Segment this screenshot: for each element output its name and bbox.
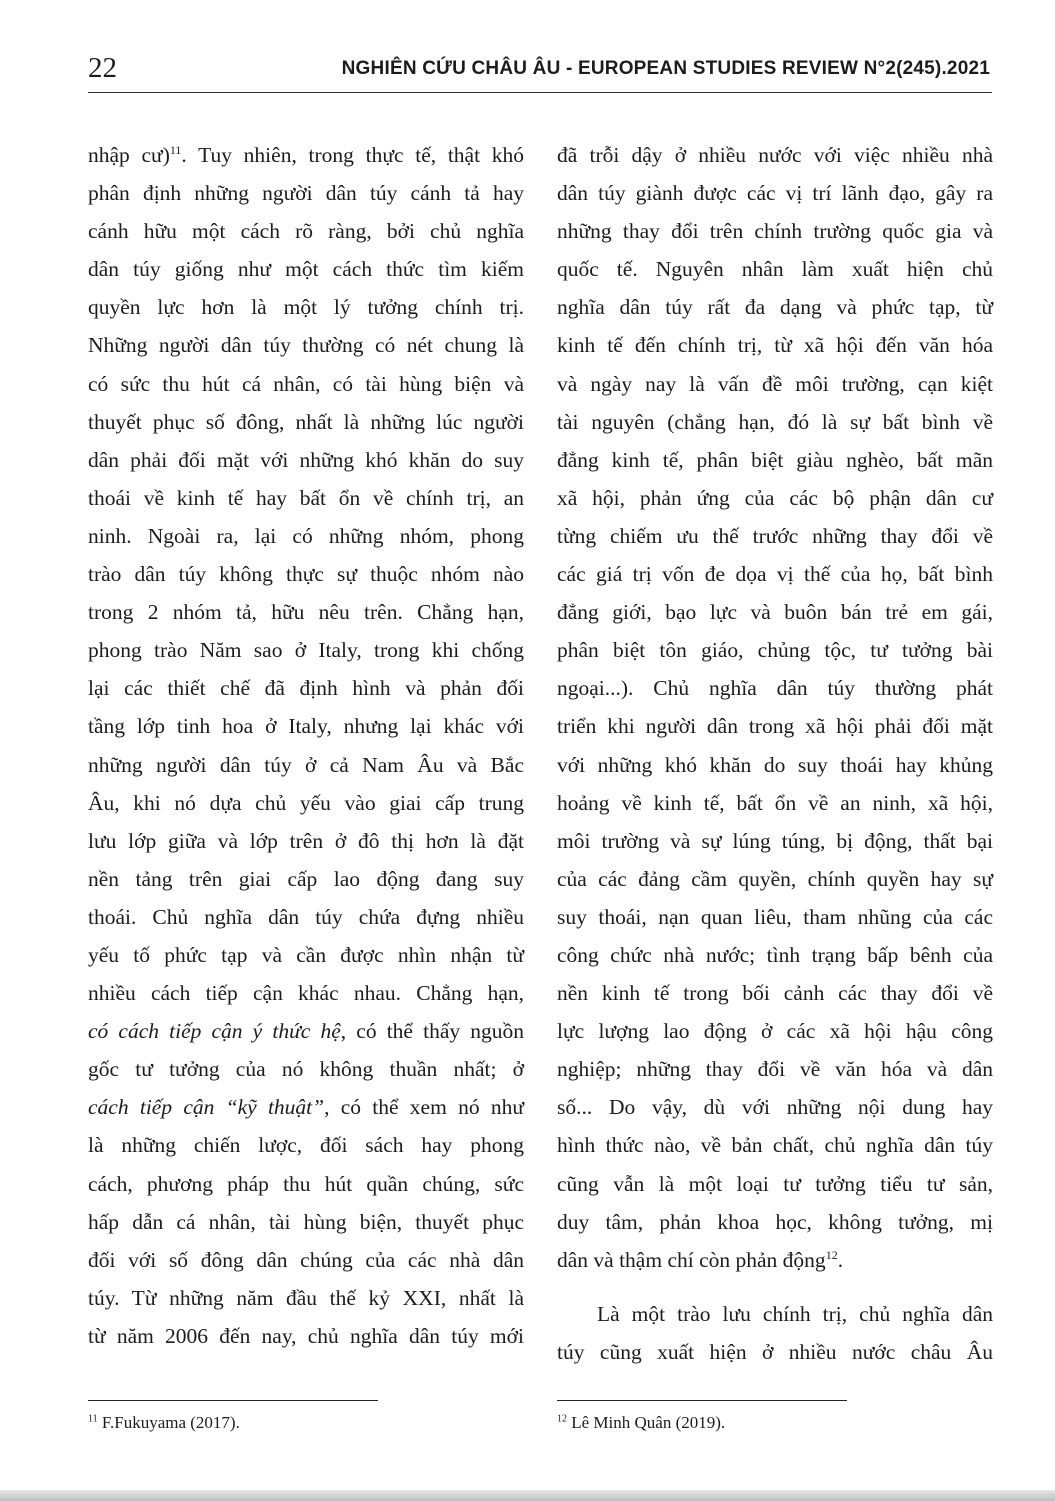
page-header xyxy=(88,52,992,96)
body-line: quốc tế. Nguyên nhân làm xuất hiện chủ xyxy=(557,257,993,282)
body-line: cách, phương pháp thu hút quần chúng, sức xyxy=(88,1171,524,1196)
body-line: túy cũng xuất hiện ở nhiều nước châu Âu xyxy=(557,1339,993,1364)
body-line: Là một trào lưu chính trị, chủ nghĩa dân xyxy=(597,1301,993,1326)
body-line: đẳng kinh tế, phân biệt giàu nghèo, bất mãn xyxy=(557,447,993,472)
body-line: số... Do vậy, dù với những nội dung hay xyxy=(557,1095,993,1120)
body-line: yếu tố phức tạp và cần được nhìn nhận từ xyxy=(88,942,524,967)
body-line: tầng lớp tinh hoa ở Italy, nhưng lại khác với xyxy=(88,714,524,739)
body-line: đẳng giới, bạo lực và buôn bán trẻ em gái, xyxy=(557,600,993,625)
body-line: lực lượng lao động ở các xã hội hậu công xyxy=(557,1019,993,1044)
body-line: xã hội, phản ứng của các bộ phận dân cư xyxy=(557,485,993,510)
italic-term: cách tiếp cận “kỹ thuật” xyxy=(88,1095,325,1120)
body-line: có cách tiếp cận ý thức hệ, có thể thấy nguồn xyxy=(88,1019,524,1044)
body-line: là những chiến lược, đối sách hay phong xyxy=(88,1133,524,1158)
body-line: hoảng về kinh tế, bất ổn về an ninh, xã hội, xyxy=(557,790,993,815)
body-line: thuyết phục số đông, nhất là những lúc người xyxy=(88,409,524,434)
body-line: suy thoái, nạn quan liêu, tham nhũng của các xyxy=(557,904,993,929)
body-line: Những người dân túy thường có nét chung là xyxy=(88,333,524,358)
body-line: dân túy giành được các vị trí lãnh đạo, gây ra xyxy=(557,181,993,206)
header-rule xyxy=(88,92,992,93)
body-line: từ năm 2006 đến nay, chủ nghĩa dân túy mới xyxy=(88,1323,524,1348)
body-line: đã trỗi dậy ở nhiều nước với việc nhiều nhà xyxy=(557,143,993,167)
journal-title: NGHIÊN CỨU CHÂU ÂU - EUROPEAN STUDIES REVIEW N°2(245).2021 xyxy=(341,58,990,79)
body-line: phong trào Năm sao ở Italy, trong khi chống xyxy=(88,638,524,663)
body-line: tài nguyên (chẳng hạn, đó là sự bất bình về xyxy=(557,409,993,434)
body-line: nghiệp; những thay đổi về văn hóa và dân xyxy=(557,1057,993,1082)
body-line: công chức nhà nước; tình trạng bấp bênh của xyxy=(557,942,993,967)
body-line: thoái về kinh tế hay bất ổn về chính trị, an xyxy=(88,485,524,510)
body-line: nền tảng trên giai cấp lao động đang suy xyxy=(88,866,524,891)
body-line: lưu lớp giữa và lớp trên ở đô thị hơn là đặt xyxy=(88,828,524,853)
left-column xyxy=(88,136,524,1355)
body-line: phân biệt tôn giáo, chủng tộc, tư tưởng bài xyxy=(557,638,993,663)
body-line: với những khó khăn do suy thoái hay khủng xyxy=(557,752,993,777)
body-line: nghĩa dân túy rất đa dạng và phức tạp, từ xyxy=(557,295,993,320)
body-line: hình thức nào, về bản chất, chủ nghĩa dân túy xyxy=(557,1133,993,1158)
body-line: túy. Từ những năm đầu thế kỷ XXI, nhất là xyxy=(88,1285,524,1310)
body-line: thoái. Chủ nghĩa dân túy chứa đựng nhiều xyxy=(88,904,524,929)
body-line: Âu, khi nó dựa chủ yếu vào giai cấp trung xyxy=(88,790,524,815)
body-line: môi trường và sự lúng túng, bị động, thất bại xyxy=(557,828,993,853)
body-line: dân túy giống như một cách thức tìm kiếm xyxy=(88,257,524,282)
body-line: lại các thiết chế đã định hình và phản đối xyxy=(88,676,524,701)
body-line: đối với số đông dân chúng của các nhà dân xyxy=(88,1247,524,1272)
footnote-12: $^{12}$ Lê Minh Quân (2019). xyxy=(557,1413,726,1432)
body-line: trong 2 nhóm tả, hữu nêu trên. Chẳng hạn, xyxy=(88,600,524,625)
body-line: ninh. Ngoài ra, lại có những nhóm, phong xyxy=(88,523,524,548)
body-line: các giá trị vốn đe dọa vị thế của họ, bất bình xyxy=(557,562,993,587)
footnote-11: $^{11}$ F.Fukuyama (2017). xyxy=(88,1413,240,1432)
footnote-rule xyxy=(88,1400,378,1401)
body-line: cũng vẫn là một loại tư tưởng tiểu tư sản, xyxy=(557,1171,993,1196)
body-line: từng chiếm ưu thế trước những thay đổi về xyxy=(557,523,993,548)
footnote-ref: 12 xyxy=(825,1247,838,1262)
body-line: nhập cư)$^{11}$. Tuy nhiên, trong thực tế, thật khó xyxy=(88,142,525,167)
body-line: phân định những người dân túy cánh tả hay xyxy=(88,181,524,206)
body-line: dân phải đối mặt với những khó khăn do suy xyxy=(88,447,524,472)
body-line: quyền lực hơn là một lý tưởng chính trị. xyxy=(88,295,524,320)
body-line: của các đảng cầm quyền, chính quyền hay sự xyxy=(557,866,993,891)
body-line: và ngày nay là vấn đề môi trường, cạn kiệt xyxy=(557,371,993,396)
body-line: cánh hữu một cách rõ ràng, bởi chủ nghĩa xyxy=(88,219,524,244)
body-line: nhiều cách tiếp cận khác nhau. Chẳng hạn, xyxy=(88,981,524,1006)
body-line: hấp dẫn cá nhân, tài hùng biện, thuyết phục xyxy=(88,1209,524,1234)
body-line: những người dân túy ở cả Nam Âu và Bắc xyxy=(88,752,524,777)
italic-term: có cách tiếp cận ý thức hệ xyxy=(88,1019,341,1044)
page-number: 22 xyxy=(88,52,117,84)
body-line: những thay đổi trên chính trường quốc gia và xyxy=(557,219,993,244)
body-line: triển khi người dân trong xã hội phải đối mặt xyxy=(557,714,993,739)
body-line: duy tâm, phản khoa học, không tưởng, mị xyxy=(557,1209,993,1234)
body-line: trào dân túy không thực sự thuộc nhóm nào xyxy=(88,562,524,587)
body-line: gốc tư tưởng của nó không thuần nhất; ở xyxy=(88,1057,524,1082)
body-line: nền kinh tế trong bối cảnh các thay đổi về xyxy=(557,981,993,1006)
right-column xyxy=(557,136,993,1371)
body-line: kinh tế đến chính trị, từ xã hội đến văn hóa xyxy=(557,333,993,358)
footnote-rule xyxy=(557,1400,847,1401)
body-line: dân và thậm chí còn phản động$^{12}$. xyxy=(557,1247,844,1272)
body-line: cách tiếp cận “kỹ thuật”, có thể xem nó như xyxy=(88,1095,524,1120)
body-line: ngoại...). Chủ nghĩa dân túy thường phát xyxy=(557,676,993,701)
body-line: có sức thu hút cá nhân, có tài hùng biện và xyxy=(88,371,524,396)
scan-edge xyxy=(0,1490,1055,1501)
footnote-ref: 11 xyxy=(169,142,182,157)
